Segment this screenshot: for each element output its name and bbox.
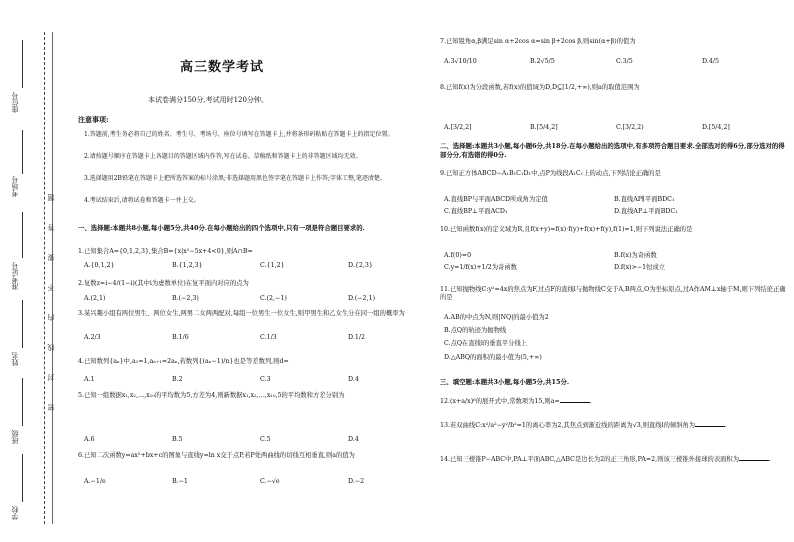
question-1-stem: 1.已知集合A={0,1,2,3},集合B={x|x²−5x+4<0},则A∩B= [78, 248, 253, 255]
seal-char: 密 [47, 390, 55, 411]
answer-blank[interactable] [739, 454, 769, 461]
option[interactable]: B.点Q的轨迹为抛物线 [444, 327, 507, 335]
option[interactable]: D.{2,3} [348, 262, 373, 269]
seal-char: 封 [47, 360, 55, 381]
class-field[interactable] [22, 378, 23, 426]
option[interactable]: A.3√10/10 [444, 58, 477, 65]
question-2-options [84, 295, 436, 303]
question-10-stem: 10.已知函数f(x)的定义域为R,且f(x+y)=f(x)·f(y)+f(x)+f(y),f(1)=1,则下列说法正确的是 [440, 226, 693, 233]
class-label: 班级 [11, 430, 19, 444]
question-14-stem: 14.已知三棱锥P−ABC中,PA⊥平面ABC,△ABC是边长为2的正三角形,PA=2,则该三棱锥外接球的表面积为 [440, 456, 740, 463]
option[interactable]: B.直线AP∥平面BDC₁ [614, 196, 675, 203]
option[interactable]: C.[3/2,2) [616, 124, 644, 131]
question-5-stem: 5.已知一组数据x₁,x₂,…,x₁₀的平均数为5,方差为4,则新数据x₁,x₂,…,x₁₀,5的平均数和方差分别为 [78, 392, 345, 399]
seat-number-field[interactable] [22, 40, 23, 88]
school-field[interactable] [22, 454, 23, 502]
option[interactable]: D.[5/4,2] [702, 124, 730, 131]
option[interactable]: D.1/2 [348, 334, 365, 341]
option[interactable]: A.1 [84, 376, 95, 383]
option[interactable]: B.5 [172, 436, 183, 443]
option[interactable]: B.(−2,3) [172, 295, 199, 302]
option[interactable]: D.−2 [348, 478, 365, 485]
question-8-stem: 8.已知f(x)为分段函数,若f(x)的值域为D,D⊆[1/2,+∞),则a的取值范围为 [440, 84, 640, 91]
seal-char: 题 [47, 180, 55, 201]
question-13: 13.若双曲线C:x²/a²−y²/b²=1的离心率为2,其焦点到渐近线的距离为√3,则直线l的倾斜角为 . [440, 422, 728, 429]
seal-char: 线 [47, 330, 55, 351]
option[interactable]: C.3 [260, 376, 271, 383]
school-label: 学校 [11, 506, 19, 520]
answer-blank[interactable] [560, 396, 590, 403]
question-11-options [444, 314, 790, 362]
exam-subtitle: 本试卷满分150分,考试用时120分钟。 [148, 96, 268, 104]
question-5-options [84, 436, 436, 444]
option[interactable]: C.1/3 [260, 334, 277, 341]
notice-item: 1.答题前,考生务必将自己的姓名、考生号、考场号、座位号填写在答题卡上,并将条形码粘贴在答题卡上的指定位置。 [84, 131, 394, 138]
option[interactable]: D.f(x)>−1恒成立 [614, 264, 666, 272]
option[interactable]: B.2 [172, 376, 183, 383]
question-4-options [84, 376, 436, 384]
option[interactable]: A.6 [84, 436, 95, 443]
seal-char: 内 [47, 300, 55, 321]
seal-char: 不 [47, 270, 55, 291]
question-9-options [444, 196, 790, 220]
option[interactable]: B.{1,2,3} [172, 262, 203, 269]
option[interactable]: C.直线BP⊥平面ACD₁ [444, 208, 508, 216]
name-label: 姓名 [11, 352, 19, 366]
exam-room-field[interactable] [22, 130, 23, 174]
question-1-options [84, 262, 436, 270]
option[interactable]: D.4/5 [702, 58, 719, 65]
option[interactable]: A.2/3 [84, 334, 101, 341]
option[interactable]: A.[3/2,2] [444, 124, 472, 131]
notice-item: 3.选择题用2B铅笔在答题卡上把所选答案的标号涂黑;非选择题用黑色签字笔在答题卡上作答;字体工整,笔迹清楚。 [84, 175, 386, 182]
question-12: 12.(x+a/x)⁶的展开式中,常数项为15,则a= . [440, 398, 592, 405]
question-6-options [84, 478, 436, 486]
option[interactable]: B.f(x)为奇函数 [614, 252, 657, 259]
option[interactable]: A.−1/e [84, 478, 106, 485]
option[interactable]: D.(−2,1) [348, 295, 376, 302]
binding-strip [0, 0, 62, 542]
option[interactable]: C.5 [260, 436, 271, 443]
seat-number-label: 座位号 [11, 92, 19, 113]
option[interactable]: B.[5/4,2] [530, 124, 558, 131]
question-6-stem: 6.已知二次函数y=ax²+bx+c的图象与直线y=ln x交于点P,若P处两曲线的切线互相垂直,则a的值为 [78, 452, 355, 459]
answer-blank[interactable] [695, 420, 725, 427]
page-title: 高三数学考试 [180, 60, 265, 75]
question-14: 14.已知三棱锥P−ABC中,PA⊥平面ABC,△ABC是边长为2的正三角形,PA=2,则该三棱锥外接球的表面积为 . [440, 456, 772, 463]
name-field[interactable] [22, 300, 23, 348]
option[interactable]: C.点Q在直线l的垂直平分线上 [444, 340, 528, 348]
option[interactable]: B.2√5/5 [530, 58, 555, 65]
option[interactable]: A.AB的中点为N,则|NQ|的最小值为2 [444, 314, 549, 321]
option[interactable]: C.(2,−1) [260, 295, 287, 302]
question-7-stem: 7.已知锐角α,β满足sin α+2cos α=sin β+2cos β,则sin(α+β)的值为 [440, 38, 636, 45]
question-11-stem: 11.已知抛物线C:y²=4x的焦点为F,过点F的直线l与抛物线C交于A,B两点,O为坐标原点,过A作AM⊥x轴于M,则下列结论正确的是 [440, 286, 786, 302]
question-10-options [444, 252, 790, 276]
ticket-number-label: 准考证号 [11, 262, 19, 290]
option[interactable]: A.直线BP与平面ABCD所成角为定值 [444, 196, 548, 203]
option[interactable]: D.4 [348, 376, 359, 383]
option[interactable]: D.△ABQ的面积的最小值为(5,+∞) [444, 353, 542, 361]
option[interactable]: A.{0,1,2} [84, 262, 115, 269]
question-12-stem: 12.(x+a/x)⁶的展开式中,常数项为15,则a= [440, 398, 560, 405]
question-4-stem: 4.已知数列{aₙ}中,a₁=1,aₙ₊₁=2aₙ,若数列{(aₙ−1)/n}也是等差数列,则d= [78, 358, 289, 365]
option[interactable]: B.1/6 [172, 334, 189, 341]
option[interactable]: A.f(0)=0 [444, 252, 472, 259]
option[interactable]: C.−√e [260, 478, 280, 485]
seal-char: 答 [47, 210, 55, 231]
question-9-stem: 9.已知正方体ABCD−A₁B₁C₁D₁中,点P为线段A₁C₁上的动点,下列结论正确的是 [440, 170, 661, 177]
ticket-number-field[interactable] [22, 212, 23, 258]
exam-room-label: 考场号 [11, 176, 19, 197]
cut-line [44, 32, 45, 524]
option[interactable]: A.(2,1) [84, 295, 106, 302]
option[interactable]: D.4 [348, 436, 359, 443]
question-2-stem: 2.复数z=i−4/(1−i)(其中i为虚数单位)在复平面内对应的点为 [78, 280, 249, 287]
option[interactable]: C.y=1/f(x)+1/2为奇函数 [444, 264, 517, 272]
question-8-options [444, 124, 788, 132]
option[interactable]: C.{1,2} [260, 262, 285, 269]
section2-heading: 二、选择题:本题共3小题,每小题6分,共18分.在每小题给出的选项中,有多项符合题目要求.全部选对的得6分,部分选对的得部分分,有选错的得0分. [440, 142, 785, 159]
question-3-stem: 3.某兴趣小组有两位男生、两位女生,两男二女两两配对,每组一位男生一位女生,则甲男生和乙女生分在同一组的概率为 [78, 310, 405, 317]
seal-char: 要 [47, 240, 55, 261]
section1-heading: 一、选择题:本题共8小题,每小题5分,共40分.在每小题给出的四个选项中,只有一项是符合题目要求的. [78, 224, 365, 232]
option[interactable]: D.直线AP⊥平面BDC₁ [614, 208, 678, 216]
option[interactable]: C.3/5 [616, 58, 633, 65]
option[interactable]: B.−1 [172, 478, 188, 485]
question-7-options [444, 58, 788, 66]
notice-item: 4.考试结束后,请将试卷和答题卡一并上交。 [84, 197, 200, 204]
notice-item: 2.请按题号顺序在答题卡上各题目的答题区域内作答,写在试卷、草稿纸和答题卡上的非答题区域均无效。 [84, 153, 362, 160]
section3-heading: 三、填空题:本题共3小题,每小题5分,共15分. [440, 378, 570, 386]
notice-heading: 注意事项: [78, 115, 109, 124]
question-13-stem: 13.若双曲线C:x²/a²−y²/b²=1的离心率为2,其焦点到渐近线的距离为√3,则直线l的倾斜角为 [440, 422, 696, 429]
question-3-options [84, 334, 436, 342]
